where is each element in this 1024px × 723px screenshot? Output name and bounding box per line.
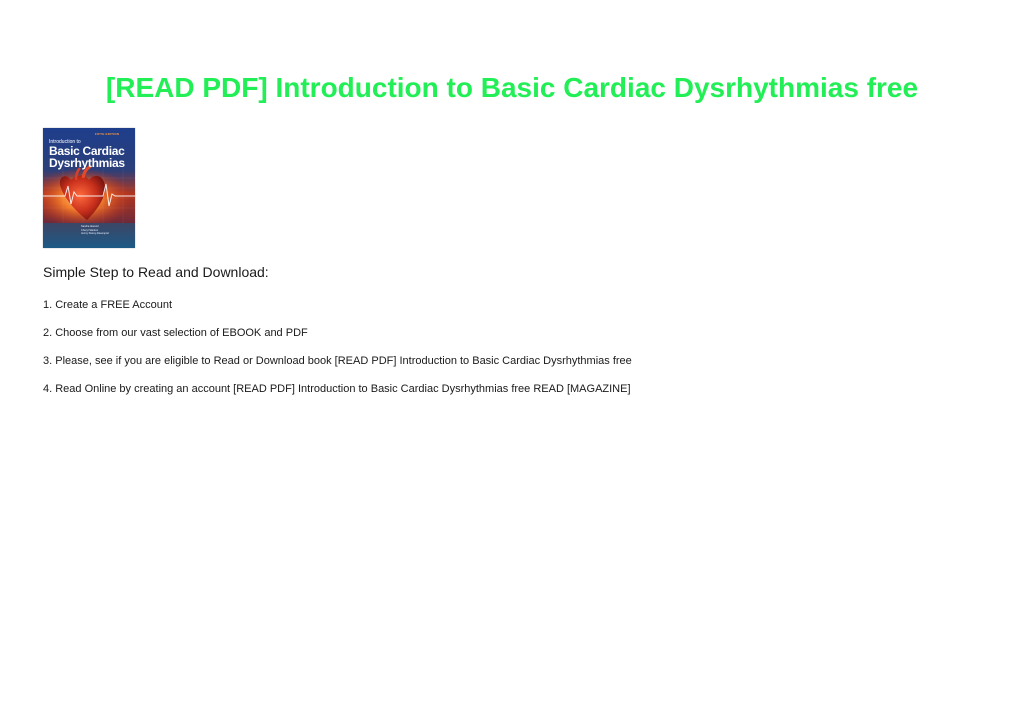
cover-author: Cheryl Stanton: [81, 228, 99, 232]
cover-title-line1: Introduction to: [49, 139, 81, 145]
steps-heading: Simple Step to Read and Download:: [43, 264, 269, 280]
book-cover: [43, 128, 135, 248]
step-item: 2. Choose from our vast selection of EBOOK and PDF: [43, 327, 308, 339]
cover-edition: FIFTH EDITION: [95, 132, 120, 136]
cover-title-line2: Basic Cardiac: [49, 144, 125, 158]
cover-title-line3: Dysrhythmias: [49, 156, 125, 170]
page-title: [READ PDF] Introduction to Basic Cardiac Dysrhythmias free: [105, 72, 919, 103]
steps-list: [43, 298, 632, 410]
cover-author: Jenny Storey-Davenport: [81, 232, 109, 236]
cover-authors: [81, 225, 109, 236]
step-item: 4. Read Online by creating an account [READ PDF] Introduction to Basic Cardiac Dysrhythmias free READ [MAGAZINE]: [43, 383, 631, 395]
cover-author: Sandra Atwood: [81, 225, 99, 228]
step-item: 1. Create a FREE Account: [43, 299, 173, 311]
step-item: 3. Please, see if you are eligible to Read or Download book [READ PDF] Introduction to Basic Cardiac Dysrhythmias free: [43, 355, 632, 367]
